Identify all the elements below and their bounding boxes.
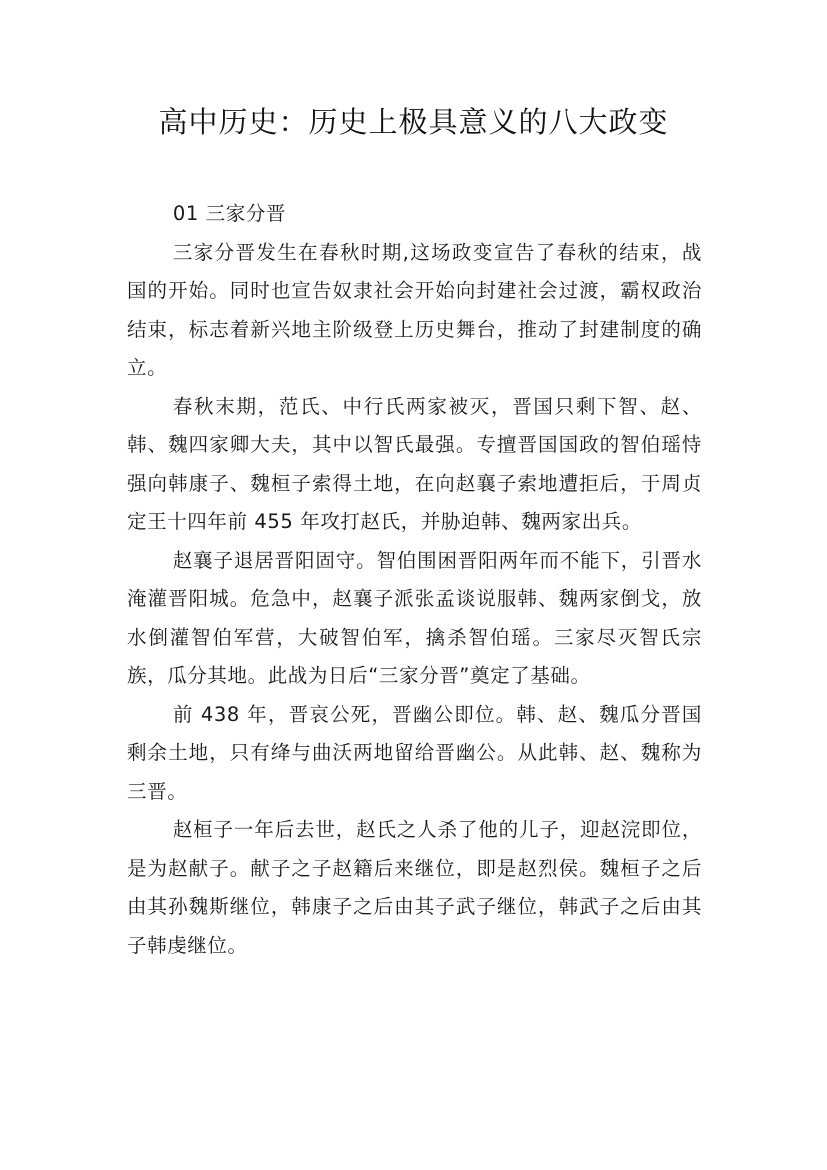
- paragraph-2: 春秋末期，范氏、中行氏两家被灭，晋国只剩下智、赵、韩、魏四家卿大夫，其中以智氏最强。专擅晋国国政的智伯瑶恃强向韩康子、魏桓子索得土地，在向赵襄子索地遭拒后，于周贞定王十四年前 455 年攻打赵氏，并胁迫韩、魏两家出兵。: [127, 394, 702, 533]
- paragraph-3: 赵襄子退居晋阳固守。智伯围困晋阳两年而不能下，引晋水淹灌晋阳城。危急中，赵襄子派张孟谈说服韩、魏两家倒戈，放水倒灌智伯军营，大破智伯军，擒杀智伯瑶。三家尽灭智氏宗族，瓜分其地。此战为日后“三家分晋”奠定了基础。: [127, 548, 702, 687]
- paragraph-1: 三家分晋发生在春秋时期,这场政变宣告了春秋的结束，战国的开始。同时也宣告奴隶社会开始向封建社会过渡，霸权政治结束，标志着新兴地主阶级登上历史舞台，推动了封建制度的确立。: [127, 240, 702, 379]
- paragraph-4: 前 438 年，晋哀公死，晋幽公即位。韩、赵、魏瓜分晋国剩余土地，只有绛与曲沃两地留给晋幽公。从此韩、赵、魏称为三晋。: [127, 702, 702, 803]
- document-body: [127, 195, 702, 965]
- document-title: 高中历史：历史上极具意义的八大政变: [158, 105, 669, 139]
- section-heading: 01 三家分晋: [172, 202, 287, 225]
- paragraph-5: 赵桓子一年后去世，赵氏之人杀了他的儿子，迎赵浣即位，是为赵献子。献子之子赵籍后来继位，即是赵烈侯。魏桓子之后由其孙魏斯继位，韩康子之后由其子武子继位，韩武子之后由其子韩虔继位。: [127, 818, 702, 957]
